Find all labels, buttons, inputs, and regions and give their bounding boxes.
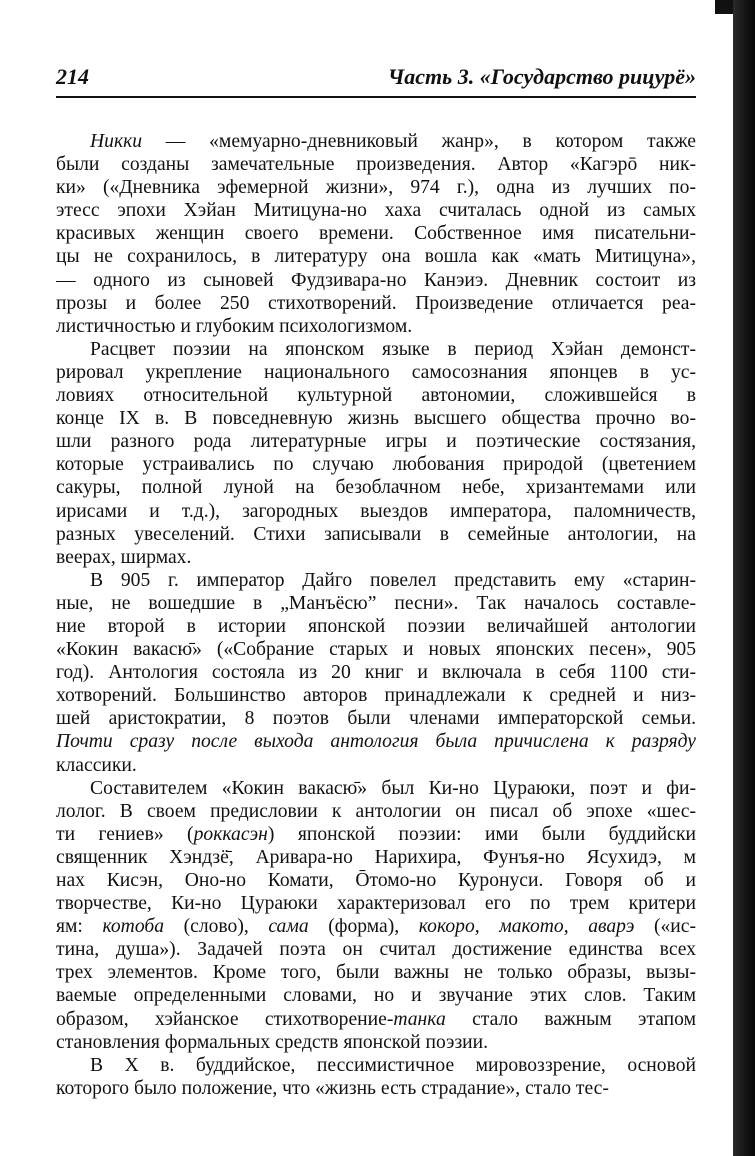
- text-line: [56, 130, 696, 153]
- text-line: [56, 1008, 696, 1031]
- text-segment: шли разного рода литературные игры и поэтические состязания,: [56, 431, 696, 453]
- text-line: [56, 661, 696, 684]
- paragraph: [56, 1054, 696, 1100]
- text-segment: («ис-: [634, 916, 696, 938]
- text-segment: сакуры, полной луной на безоблачном небе, хризантемами или: [56, 477, 696, 499]
- text-segment: красивых женщин своего времени. Собственное имя писательни-: [56, 223, 696, 245]
- paragraph: [56, 338, 696, 569]
- text-line: [56, 1054, 696, 1077]
- text-segment: ) японской поэзии: ими были буддийски: [267, 823, 696, 845]
- text-line: [56, 938, 696, 961]
- text-segment: ям:: [56, 916, 103, 938]
- text-segment: год). Антология состояла из 20 книг и включала в себя 1100 сти-: [56, 662, 696, 684]
- text-line: [56, 292, 696, 315]
- text-line: [56, 638, 696, 661]
- italic-term: роккасэн: [193, 823, 268, 845]
- text-line: [56, 523, 696, 546]
- text-line: [56, 546, 696, 569]
- text-segment: тина, душа»). Задачей поэта он считал достижение единства всех: [56, 939, 696, 961]
- text-segment: — одного из сыновей Фудзивара-но Канэиэ. Дневник состоит из: [56, 269, 696, 291]
- text-segment: стало важным этапом: [445, 1008, 696, 1030]
- text-segment: прозы и более 250 стихотворений. Произведение отличается реа-: [56, 292, 696, 314]
- text-segment: цы не сохранилось, в литературу она вошла как «мать Митицуна»,: [56, 246, 696, 268]
- text-line: [56, 430, 696, 453]
- italic-term: котоба: [102, 916, 165, 938]
- text-line: [56, 407, 696, 430]
- text-segment: рировал укрепление национального самосознания японцев в ус-: [56, 361, 696, 383]
- text-segment: образом, хэйанское стихотворение-: [56, 1008, 394, 1030]
- text-segment: творчестве, Ки-но Цураюки характеризовал его по трем критери: [56, 893, 696, 915]
- text-line: [56, 453, 696, 476]
- page-header: [56, 62, 696, 98]
- body-text: [56, 130, 696, 1100]
- text-line: [56, 777, 696, 800]
- page-number: 214: [56, 64, 89, 89]
- paragraph: [56, 569, 696, 777]
- text-line: [56, 915, 696, 938]
- text-line: [56, 500, 696, 523]
- text-line: [56, 800, 696, 823]
- text-segment: трех элементов. Кроме того, были важны не только образы, вызы-: [56, 962, 696, 984]
- paragraph: [56, 777, 696, 1054]
- text-line: [56, 176, 696, 199]
- scan-dark-edge: [733, 0, 755, 1156]
- text-line: [56, 199, 696, 222]
- text-line: [56, 754, 696, 777]
- italic-term: танка: [393, 1008, 446, 1030]
- text-line: [56, 245, 696, 268]
- italic-term: Почти сразу после выхода антология была причислена к разряду: [56, 731, 696, 753]
- paragraph: [56, 130, 696, 338]
- text-line: [56, 1031, 696, 1054]
- text-line: [56, 384, 696, 407]
- text-segment: нах Кисэн, Оно-но Комати, Ōтомо-но Куронуси. Говоря об и: [56, 870, 696, 891]
- italic-term: сама: [268, 916, 309, 938]
- italic-term: Никки: [90, 131, 143, 152]
- text-line: [56, 984, 696, 1007]
- text-line: [56, 730, 696, 753]
- text-line: [56, 476, 696, 499]
- text-segment: — «мемуарно-дневниковый жанр», в котором также: [142, 131, 696, 152]
- text-line: [56, 846, 696, 869]
- text-segment: конце IX в. В повседневную жизнь высшего общества прочно во-: [56, 408, 696, 430]
- text-line: [56, 684, 696, 707]
- text-line: [56, 823, 696, 846]
- text-segment: ние второй в истории японской поэзии величайшей антологии: [56, 615, 696, 637]
- text-segment: лолог. В своем предисловии к антологии он писал об эпохе «шес-: [56, 800, 696, 822]
- text-line: [56, 338, 696, 361]
- text-line: [56, 315, 696, 338]
- text-segment: В 905 г. император Дайго повелел представить ему «старин-: [90, 569, 696, 591]
- text-segment: Расцвет поэзии на японском языке в период Хэйан демонст-: [90, 338, 696, 360]
- text-segment: хотворений. Большинство авторов принадлежали к средней и низ-: [56, 685, 696, 707]
- text-segment: ки» («Дневника эфемерной жизни», 974 г.), одна из лучших по-: [56, 177, 696, 199]
- text-line: [56, 269, 696, 292]
- italic-term: кокоро, макото, аварэ: [418, 916, 635, 938]
- text-segment: В X в. буддийское, пессимистичное мировоззрение, основой: [90, 1054, 696, 1076]
- text-segment: были созданы замечательные произведения. Автор «Кагэрō ник-: [56, 154, 696, 176]
- text-segment: ловиях относительной культурной автономии, сложившейся в: [56, 385, 696, 407]
- text-segment: которого было положение, что «жизнь есть страдание», стало тес-: [56, 1077, 609, 1099]
- text-segment: которые устраивались по случаю любования природой (цветением: [56, 454, 696, 476]
- text-line: [56, 153, 696, 176]
- text-segment: ирисами и т.д.), загородных выездов императора, паломничеств,: [56, 500, 696, 522]
- text-segment: этесс эпохи Хэйан Митицуна-но хаха считалась одной из самых: [56, 200, 696, 222]
- text-segment: (форма),: [308, 916, 419, 938]
- text-line: [56, 222, 696, 245]
- text-line: [56, 869, 696, 892]
- text-segment: шей аристократии, 8 поэтов были членами императорской семьи.: [56, 708, 696, 730]
- scan-dark-corner: [715, 0, 733, 14]
- text-line: [56, 892, 696, 915]
- text-segment: (слово),: [164, 916, 269, 938]
- text-segment: листичностью и глубоким психологизмом.: [56, 315, 413, 337]
- text-segment: ти гениев» (: [56, 823, 194, 845]
- text-segment: становления формальных средств японской поэзии.: [56, 1031, 489, 1053]
- text-segment: «Кокин вакасю̄» («Собрание старых и новых японских песен», 905: [56, 639, 696, 661]
- text-segment: священник Хэндзё̄, Аривара-но Нарихира, Фунъя-но Ясухидэ, м: [56, 846, 696, 868]
- text-line: [56, 1077, 696, 1100]
- text-line: [56, 592, 696, 615]
- text-line: [56, 707, 696, 730]
- text-segment: Составителем «Кокин вакасю̄» был Ки-но Цураюки, поэт и фи-: [90, 777, 696, 799]
- text-line: [56, 361, 696, 384]
- text-line: [56, 961, 696, 984]
- text-segment: веерах, ширмах.: [56, 546, 192, 568]
- text-segment: классики.: [56, 754, 137, 776]
- text-segment: разных увеселений. Стихи записывали в семейные антологии, на: [56, 523, 696, 545]
- text-segment: ные, не вошедшие в „Манъёсю” песни». Так началось составле-: [56, 592, 696, 614]
- text-segment: ваемые определенными словами, но и звучание этих слов. Таким: [56, 985, 696, 1007]
- running-head: Часть 3. «Государство рицурё»: [387, 64, 696, 89]
- text-line: [56, 569, 696, 592]
- text-line: [56, 615, 696, 638]
